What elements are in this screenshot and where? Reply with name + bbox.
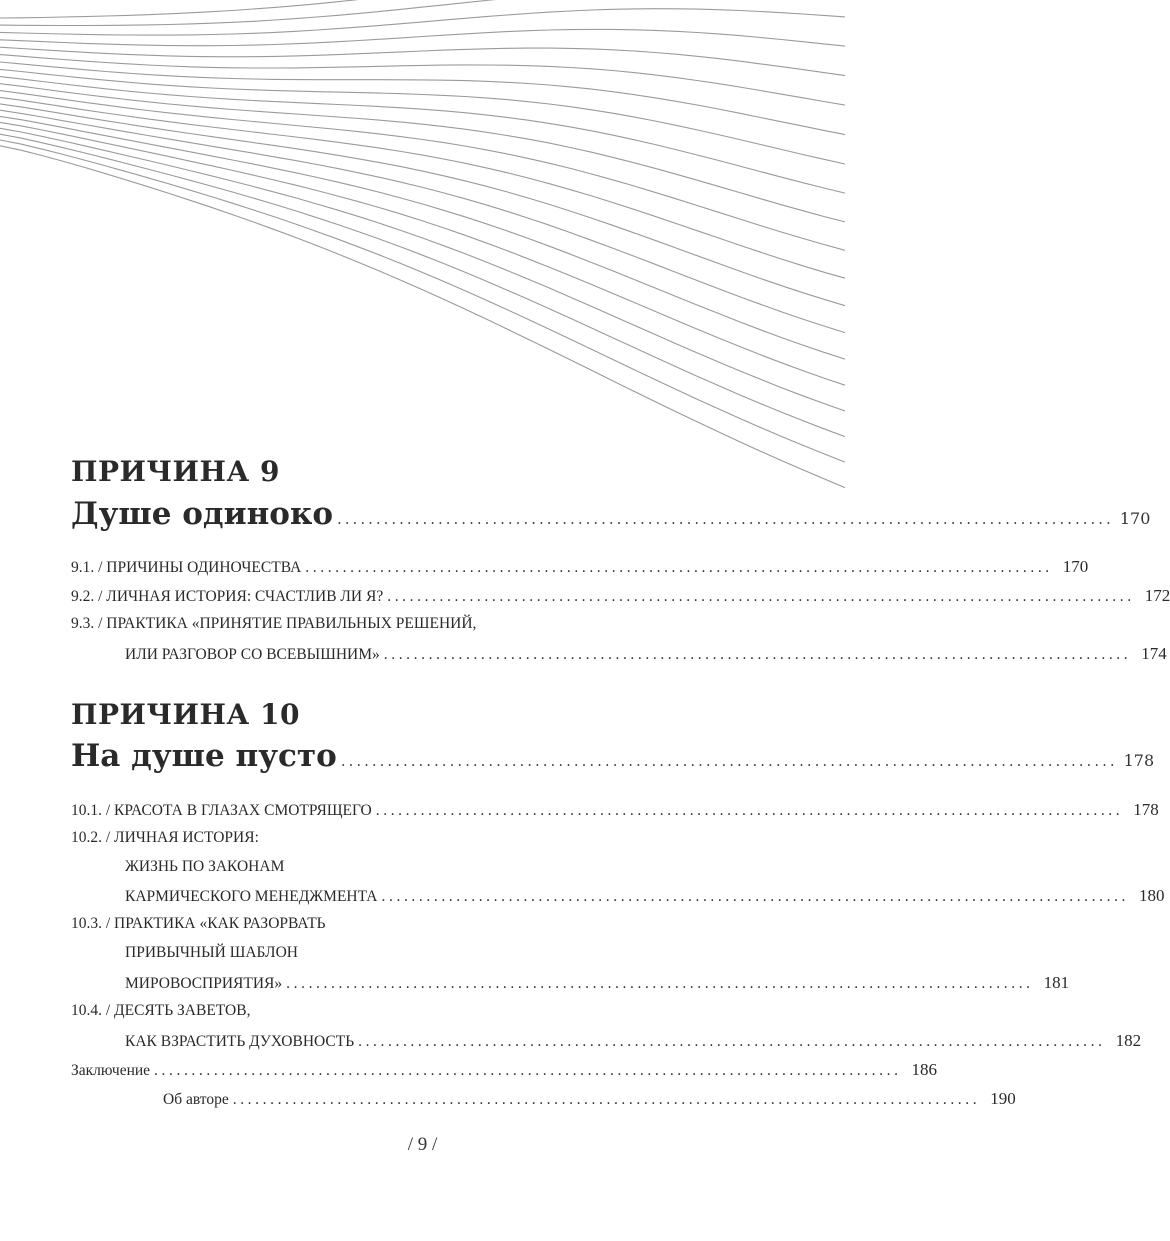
wave-line (0, 9, 845, 35)
toc-entry-10-1[interactable] (71, 800, 1159, 822)
toc-entry-10-4-cont[interactable] (71, 1031, 1142, 1053)
wave-line (0, 146, 845, 488)
toc-entry-text: 10.4. / ДЕСЯТЬ ЗАВЕТОВ, (71, 1002, 251, 1019)
toc-entry-10-2-cont[interactable] (71, 858, 726, 880)
toc-entry-text: 10.2. / ЛИЧНАЯ ИСТОРИЯ: (71, 829, 259, 846)
dot-leader: .................................................................................................... (375, 802, 1124, 819)
dot-leader: .................................................................................................... (286, 975, 1034, 992)
toc-entry-text: МИРОВОСПРИЯТИЯ» (125, 975, 283, 992)
toc-entry-text: 9.2. / ЛИЧНАЯ ИСТОРИЯ: СЧАСТЛИВ ЛИ Я? (71, 588, 384, 605)
wave-line (0, 122, 845, 385)
toc-entry-10-3-cont[interactable] (71, 944, 726, 966)
dot-leader: .................................................................................................... (232, 1091, 981, 1108)
toc-entry-page: 180 (1139, 886, 1165, 905)
chapter-10-page: 178 (1123, 751, 1155, 770)
toc-entry-text: 9.1. / ПРИЧИНЫ ОДИНОЧЕСТВА (71, 559, 302, 576)
toc-entry-10-3-cont[interactable] (71, 973, 1070, 995)
toc-entry-page: 182 (1115, 1031, 1142, 1050)
chapter-9-title: Душе одиноко (71, 496, 334, 532)
chapter-10-label: ПРИЧИНА 10 (71, 698, 300, 731)
toc-entry-text: 10.3. / ПРАКТИКА «КАК РАЗОРВАТЬ (71, 915, 326, 932)
toc-entry-page: 172 (1144, 586, 1170, 605)
toc-entry-text: КАК ВЗРАСТИТЬ ДУХОВНОСТЬ (125, 1033, 355, 1050)
wave-line (0, 91, 845, 251)
toc-entry-page: 190 (990, 1089, 1016, 1108)
toc-entry-page: 174 (1141, 644, 1167, 663)
toc-entry-page: 181 (1043, 973, 1070, 992)
wave-line (0, 0, 845, 18)
wave-line (0, 47, 845, 75)
dot-leader: .................................................................................................... (337, 510, 1114, 528)
toc-entry-text: 9.3. / ПРАКТИКА «ПРИНЯТИЕ ПРАВИЛЬНЫХ РЕШЕНИЙ, (71, 615, 477, 632)
toc-entry-9-3[interactable] (71, 615, 726, 637)
toc-entry-text: ПРИВЫЧНЫЙ ШАБЛОН (125, 944, 298, 961)
wave-line (0, 84, 845, 222)
wave-line-decoration (0, 0, 845, 480)
toc-entry-9-3-cont[interactable] (71, 644, 1167, 666)
dot-leader: .................................................................................................... (358, 1033, 1106, 1050)
toc-entry-text: 10.1. / КРАСОТА В ГЛАЗАХ СМОТРЯЩЕГО (71, 802, 372, 819)
toc-entry-about-author[interactable] (71, 1089, 1016, 1111)
toc-entry-page: 186 (911, 1060, 938, 1079)
toc-entry-text: ИЛИ РАЗГОВОР СО ВСЕВЫШНИМ» (125, 646, 380, 663)
toc-entry-10-4[interactable] (71, 1002, 726, 1024)
toc-entry-text: Заключение (71, 1062, 151, 1079)
toc-entry-page: 170 (1062, 557, 1089, 576)
toc-entry-text: КАРМИЧЕСКОГО МЕНЕДЖМЕНТА (125, 888, 378, 905)
dot-leader: .................................................................................................... (383, 646, 1132, 663)
dot-leader: .................................................................................................... (154, 1062, 902, 1079)
dot-leader: .................................................................................................... (381, 888, 1130, 905)
dot-leader: .................................................................................................... (305, 559, 1053, 576)
toc-entry-10-3[interactable] (71, 915, 726, 937)
chapter-10-title: На душе пусто (71, 738, 337, 774)
toc-entry-9-2[interactable] (71, 586, 1170, 608)
toc-entry-10-2-cont[interactable] (71, 886, 1165, 908)
chapter-10-entry[interactable] (71, 738, 1155, 774)
page-number: / 9 / (407, 1134, 438, 1155)
chapter-9-page: 170 (1119, 509, 1151, 528)
wave-line (0, 29, 845, 46)
dot-leader: .................................................................................................... (340, 752, 1118, 770)
toc-entry-page: 178 (1133, 800, 1159, 819)
toc-entry-9-1[interactable] (71, 557, 1089, 579)
chapter-9-entry[interactable] (71, 496, 1151, 532)
toc-entry-text: Об авторе (163, 1091, 229, 1108)
toc-entry-conclusion[interactable] (71, 1060, 938, 1082)
chapter-9-label: ПРИЧИНА 9 (71, 455, 280, 488)
toc-entry-10-2[interactable] (71, 829, 726, 851)
dot-leader: .................................................................................................... (387, 588, 1135, 605)
wave-line (0, 140, 845, 462)
toc-entry-text: ЖИЗНЬ ПО ЗАКОНАМ (125, 858, 285, 875)
